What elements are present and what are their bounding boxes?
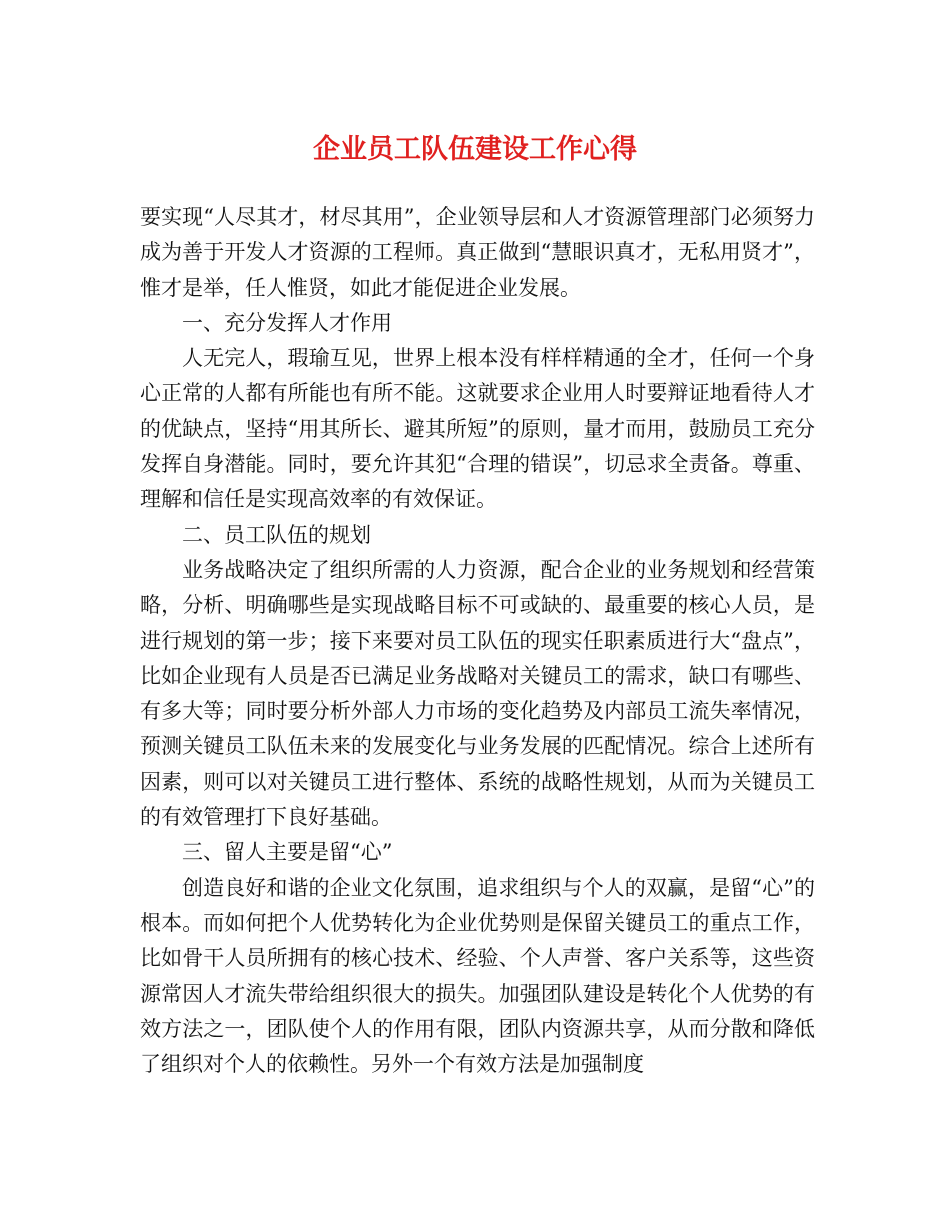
document-title: 企业员工队伍建设工作心得 bbox=[313, 134, 637, 165]
section-heading-1: 一、充分发挥人才作用 bbox=[182, 310, 392, 335]
section-heading-3: 三、留人主要是留“心” bbox=[182, 840, 393, 865]
section-heading-2: 二、员工队伍的规划 bbox=[182, 522, 371, 547]
section-3-paragraph: 创造良好和谐的企业文化氛围，追求组织与个人的双赢，是留“心”的根本。而如何把个人优势转化为企业优势则是保留关键员工的重点工作，比如骨干人员所拥有的核心技术、经验、个人声誉、客户关系等，这些资源常因人才流失带给组织很大的损失。加强团队建设是转化个人优势的有效方法之一，团队使个人的作用有限，团队内资源共享，从而分散和降低了组织对个人的依赖性。另外一个有效方法是加强制度 bbox=[140, 875, 815, 1077]
intro-paragraph: 要实现“人尽其才，材尽其用”，企业领导层和人才资源管理部门必须努力成为善于开发人才资源的工程师。真正做到“慧眼识真才，无私用贤才”，惟才是举，任人惟贤，如此才能促进企业发展。 bbox=[140, 205, 815, 300]
section-2-paragraph: 业务战略决定了组织所需的人力资源，配合企业的业务规划和经营策略，分析、明确哪些是实现战略目标不可或缺的、最重要的核心人员，是进行规划的第一步；接下来要对员工队伍的现实任职素质进行大“盘点”，比如企业现有人员是否已满足业务战略对关键员工的需求，缺口有哪些、有多大等；同时要分析外部人力市场的变化趋势及内部员工流失率情况，预测关键员工队伍未来的发展变化与业务发展的匹配情况。综合上述所有因素，则可以对关键员工进行整体、系统的战略性规划，从而为关键员工的有效管理打下良好基础。 bbox=[140, 557, 815, 830]
document-body bbox=[140, 200, 815, 1082]
section-1-paragraph: 人无完人，瑕瑜互见，世界上根本没有样样精通的全才，任何一个身心正常的人都有所能也有所不能。这就要求企业用人时要辩证地看待人才的优缺点，坚持“用其所长、避其所短”的原则，量才而用，鼓励员工充分发挥自身潜能。同时，要允许其犯“合理的错误”，切忌求全责备。尊重、理解和信任是实现高效率的有效保证。 bbox=[140, 346, 815, 512]
